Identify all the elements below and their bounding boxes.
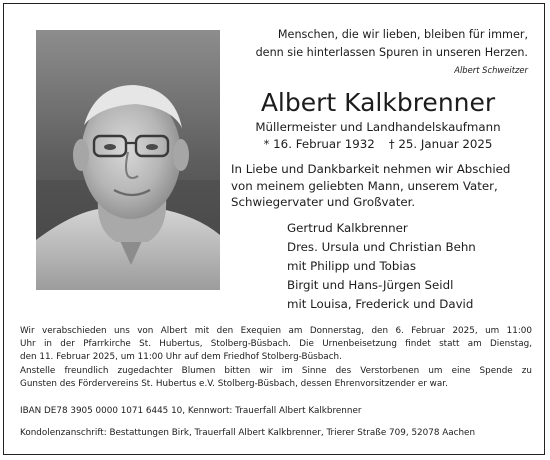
birth-date: * 16. Februar 1932: [263, 137, 375, 151]
mourner-line: Birgit und Hans-Jürgen Seidl: [287, 278, 454, 292]
death-date: † 25. Januar 2025: [388, 137, 493, 151]
ceremony-line: Uhr in der Pfarrkirche St. Hubertus, Stolberg-Büsbach. Die Urnenbeisetzung findet statt am Dienstag,: [20, 339, 532, 349]
ceremony-line: Wir verabschieden uns von Albert mit den Exequien am Donnerstag, den 6. Februar 2025, um 11:00: [20, 326, 532, 336]
ceremony-details: [20, 325, 532, 364]
portrait-photo: [36, 30, 220, 290]
life-dates: [228, 136, 528, 152]
message-line: In Liebe und Dankbarkeit nehmen wir Abschied: [231, 162, 511, 176]
quote-line-2: denn sie hinterlassen Spuren in unseren Herzen.: [255, 46, 528, 59]
iban-line: IBAN DE78 3905 0000 1071 6445 10, Kennwort: Trauerfall Albert Kalkbrenner: [20, 406, 362, 416]
donation-line: Gunsten des Fördervereins St. Hubertus e.V. Stolberg-Büsbach, dessen Ehrenvorsitzender er war.: [20, 379, 448, 389]
deceased-profession: Müllermeister und Landhandelskaufmann: [255, 120, 501, 134]
memorial-quote: [228, 26, 528, 77]
ceremony-line: den 11. Februar 2025, um 11:00 Uhr auf dem Friedhof Stolberg-Büsbach.: [20, 352, 342, 362]
mourner-line: Gertrud Kalkbrenner: [287, 221, 408, 235]
quote-line-1: Menschen, die wir lieben, bleiben für immer,: [277, 28, 528, 41]
condolence-line: Kondolenzanschrift: Bestattungen Birk, Trauerfall Albert Kalkbrenner, Trierer Straße 709, 52078 Aachen: [20, 428, 476, 438]
message-line: Schwiegervater und Großvater.: [231, 195, 416, 210]
mourner-line: mit Philipp und Tobias: [287, 259, 417, 273]
donation-request: [20, 365, 532, 391]
donation-line: Anstelle freundlich zugedachter Blumen bitten wir im Sinne des Verstorbenen um eine Spende zu: [20, 366, 532, 376]
mourners-list: [287, 219, 537, 314]
mourner-line: mit Louisa, Frederick und David: [287, 297, 474, 311]
condolence-address: [20, 427, 532, 440]
mourner-line: Dres. Ursula und Christian Behn: [287, 240, 476, 254]
quote-author: Albert Schweitzer: [454, 65, 528, 75]
deceased-name: Albert Kalkbrenner: [260, 88, 496, 117]
farewell-message: [231, 161, 531, 211]
bank-details: [20, 405, 532, 418]
message-line: von meinem geliebten Mann, unserem Vater,: [231, 178, 498, 193]
